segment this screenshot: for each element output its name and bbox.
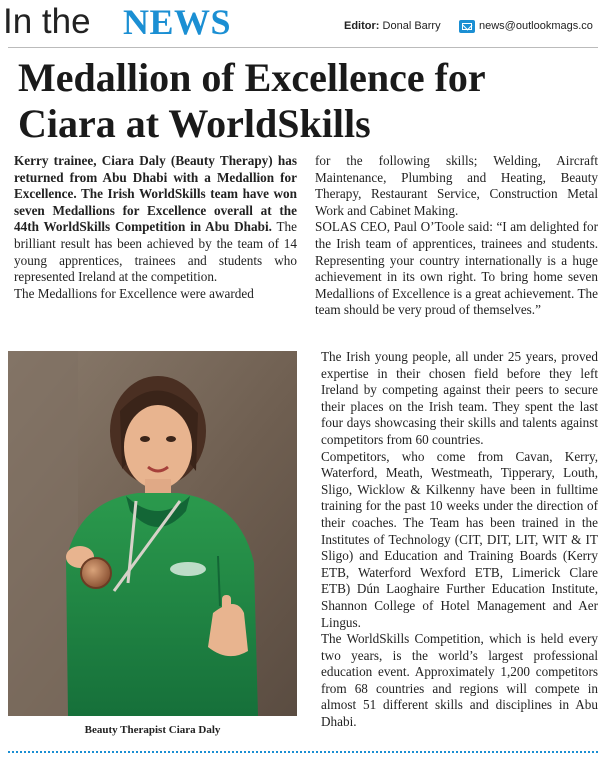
article-paragraph: The Medallions for Excellence were awarded [14,285,254,301]
article-column-right [321,349,598,731]
headline-line-1: Medallion of Excellence for [18,55,486,100]
section-prefix: In the [3,2,91,41]
section-name: NEWS [123,2,232,42]
footer-divider [8,751,598,753]
editor-label: Editor: [344,20,380,32]
article-column-right-top [315,153,598,319]
photo-caption: Beauty Therapist Ciara Daly [84,724,221,736]
article-lead: Kerry trainee, Ciara Daly (Beauty Therapy) has returned from Abu Dhabi with a Medallion for Excellence. The Irish WorldSkills team have won seven Medallions for Excellence overall at the 44th WorldSkills Competition in Abu Dhabi. [14,153,297,235]
article-paragraph: The Irish young people, all under 25 years, proved expertise in their chosen field before they left Ireland by competing against their peers to secure their places on the Irish team. They spent the last four days showcasing their skills and talents against competitors from 60 countries. [321,349,598,447]
article-paragraph: SOLAS CEO, Paul O’Toole said: “I am delighted for the Irish team of apprentices, trainees and students. Representing your country internationally is a huge achievement in its own right. To bring home seven Medallions of Excellence is a great achievement. The team should be very proud of themselves.” [315,219,598,318]
headline-line-2: Ciara at WorldSkills [18,101,371,146]
header-divider [8,47,598,48]
article-paragraph: Competitors, who come from Cavan, Kerry, Waterford, Meath, Westmeath, Tipperary, Louth, Sligo, Wicklow & Kilkenny have been in fulltime training for the past 10 weeks under the direction of their coaches. The Team has been trained in the Institutes of Technology (CIT, DIT, LIT, WIT & IT Sligo) and Education and Training Boards (Kerry ETB, Waterford Wexford ETB, Limerick Clare ETB) Dún Laoghaire Further Education Institute, Shannon College of Hotel Management and Aer Lingus. [321,448,598,630]
article-column-left [14,153,297,302]
article-paragraph: The WorldSkills Competition, which is held every two years, is the world’s largest professional education event. Approximately 1,200 competitors from 68 countries and regions will compete in almost 51 different skills and disciplines in Abu Dhabi. [321,631,598,730]
article-headline [18,55,598,147]
editor-name: Donal Barry [382,20,441,32]
editor-credit [344,20,441,32]
article-photo [8,351,297,716]
editor-email-link[interactable]: news@outlookmags.co [479,20,593,32]
page-header [0,0,601,48]
article-paragraph: for the following skills; Welding, Aircraft Maintenance, Plumbing and Heating, Beauty Therapy, Restaurant Service, Construction Metal Work and Cabinet Making. [315,153,598,218]
article-paragraph: The brilliant result has been achieved by the team of 14 young apprentices, trainees and students who represented Ireland at the competition. [14,219,297,285]
mail-icon [459,20,475,33]
